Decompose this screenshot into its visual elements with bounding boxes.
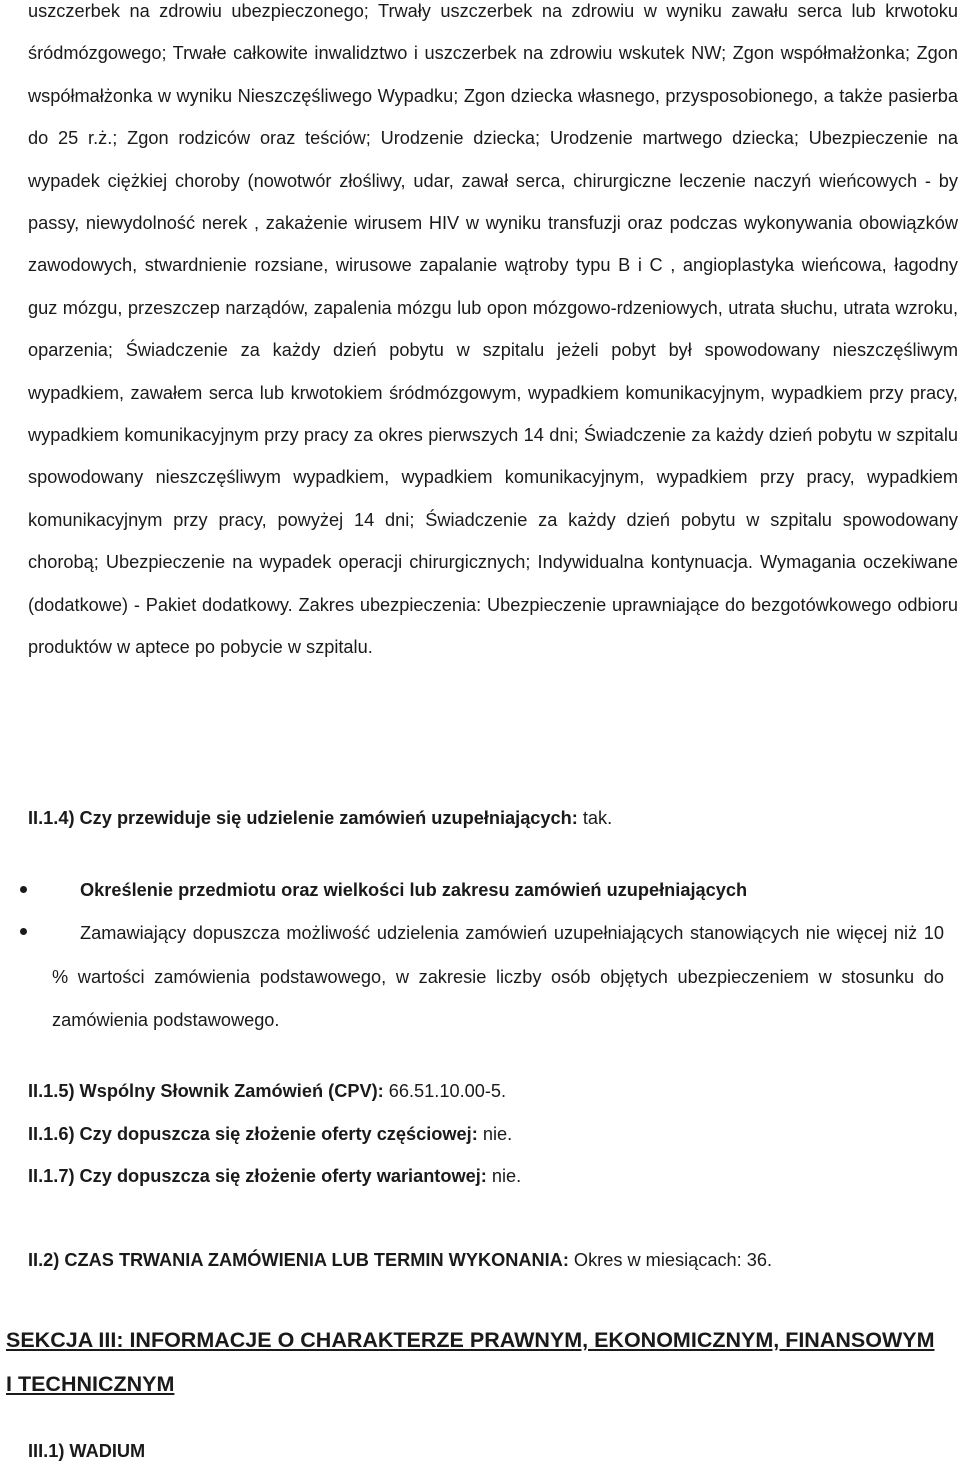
item-ii-1-4-label: II.1.4) Czy przewiduje się udzielenie zamówień uzupełniających: <box>28 808 578 828</box>
item-ii-2-label: II.2) CZAS TRWANIA ZAMÓWIENIA LUB TERMIN WYKONANIA: <box>28 1250 569 1270</box>
bullet-icon <box>20 928 27 935</box>
item-ii-1-5 <box>28 1080 506 1102</box>
continued-paragraph: uszczerbek na zdrowiu ubezpieczonego; Trwały uszczerbek na zdrowiu w wyniku zawału serca lub krwotoku śródmózgowego; Trwałe całkowite inwalidztwo i uszczerbek na zdrowiu wskutek NW; Zgon współmałżonka; Zgon współmałżonka w wyniku Nieszczęśliwego Wypadku; Zgon dziecka własnego, przysposobionego, a także pasierba do 25 r.ż.; Zgon rodziców oraz teściów; Urodzenie dziecka; Urodzenie martwego dziecka; Ubezpieczenie na wypadek ciężkiej choroby (nowotwór złośliwy, udar, zawał serca, chirurgiczne leczenie naczyń wieńcowych - by passy, niewydolność nerek , zakażenie wirusem HIV w wyniku transfuzji oraz podczas wykonywania obowiązków zawodowych, stwardnienie rozsiane, wirusowe zapalanie wątroby typu B i C , angioplastyka wieńcowa, łagodny guz mózgu, przeszczep narządów, zapalenia mózgu lub opon mózgowo-rdzeniowych, utrata słuchu, utrata wzroku, oparzenia; Świadczenie za każdy dzień pobytu w szpitalu jeżeli pobyt był spowodowany nieszczęśliwym wypadkiem, zawałem serca lub krwotokiem śródmózgowym, wypadkiem komunikacyjnym, wypadkiem przy pracy, wypadkiem komunikacyjnym przy pracy za okres pierwszych 14 dni; Świadczenie za każdy dzień pobytu w szpitalu spowodowany nieszczęśliwym wypadkiem, wypadkiem komunikacyjnym, wypadkiem przy pracy, wypadkiem komunikacyjnym przy pracy, powyżej 14 dni; Świadczenie za każdy dzień pobytu w szpitalu spowodowany chorobą; Ubezpieczenie na wypadek operacji chirurgicznych; Indywidualna kontynuacja. Wymagania oczekiwane (dodatkowe) - Pakiet dodatkowy. Zakres ubezpieczenia: Ubezpieczenie uprawniające do bezgotówkowego odbioru produktów w aptece po pobycie w szpitalu. <box>28 1 958 658</box>
bullet-item-heading-text: Określenie przedmiotu oraz wielkości lub zakresu zamówień uzupełniających <box>80 880 748 900</box>
bullet-icon <box>20 886 27 893</box>
item-ii-1-6-label: II.1.6) Czy dopuszcza się złożenie oferty częściowej: <box>28 1124 478 1144</box>
item-iii-1-label: III.1) WADIUM <box>28 1441 146 1461</box>
item-iii-1 <box>28 1440 145 1462</box>
item-ii-1-5-label: II.1.5) Wspólny Słownik Zamówień (CPV): <box>28 1081 384 1101</box>
bullet-item-text: Zamawiający dopuszcza możliwość udzielenia zamówień uzupełniających stanowiących nie więcej niż 10 % wartości zamówienia podstawowego, w zakresie liczby osób objętych ubezpieczeniem w stosunku do zamówienia podstawowego. <box>52 923 944 1031</box>
item-ii-1-4 <box>28 807 612 829</box>
bullet-item-heading <box>80 879 747 901</box>
item-ii-2-value: Okres w miesiącach: 36. <box>568 1250 773 1270</box>
item-ii-1-7-value: nie. <box>486 1166 522 1186</box>
item-ii-1-5-value: 66.51.10.00-5. <box>383 1081 507 1101</box>
item-ii-2 <box>28 1249 772 1271</box>
item-ii-1-7-label: II.1.7) Czy dopuszcza się złożenie oferty wariantowej: <box>28 1166 487 1186</box>
item-ii-1-4-value: tak. <box>577 808 613 828</box>
item-ii-1-6 <box>28 1123 512 1145</box>
item-ii-1-7 <box>28 1165 521 1187</box>
item-ii-1-6-value: nie. <box>477 1124 513 1144</box>
section-iii-heading: SEKCJA III: INFORMACJE O CHARAKTERZE PRAWNYM, EKONOMICZNYM, FINANSOWYM I TECHNICZNYM <box>6 1328 935 1396</box>
